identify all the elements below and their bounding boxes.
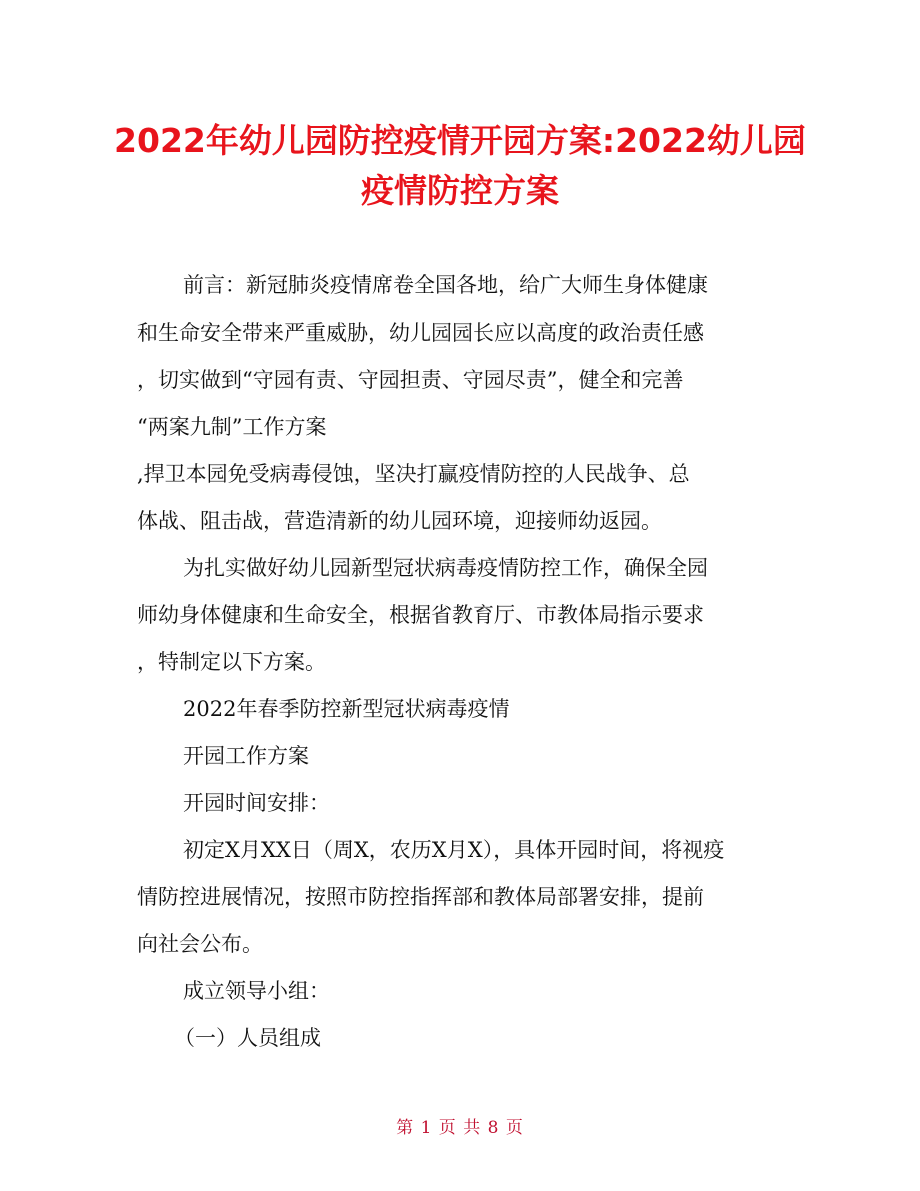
paragraph-line: 情防控进展情况，按照市防控指挥部和教体局部署安排，提前 — [137, 885, 704, 909]
paragraph-line: 为扎实做好幼儿园新型冠状病毒疫情防控工作，确保全园 — [183, 556, 708, 580]
paragraph-line: 开园工作方案 — [183, 744, 309, 768]
title-line-1: 2022年幼儿园防控疫情开园方案:2022幼儿园 — [114, 121, 806, 160]
paragraph-line: ，切实做到“守园有责、守园担责、守园尽责”，健全和完善 — [137, 368, 684, 392]
paragraph-line: ,捍卫本园免受病毒侵蚀，坚决打赢疫情防控的人民战争、总 — [137, 462, 690, 486]
paragraph-line: 成立领导小组： — [183, 979, 330, 1003]
paragraph-line: 2022年春季防控新型冠状病毒疫情 — [183, 697, 510, 721]
paragraph-line: （一）人员组成 — [174, 1026, 321, 1050]
paragraph-line: 初定X月XX日（周X，农历X月X），具体开园时间，将视疫 — [183, 838, 725, 862]
document-title — [110, 116, 810, 216]
paragraph-line: 体战、阻击战，营造清新的幼儿园环境，迎接师幼返园。 — [137, 509, 662, 533]
paragraph-line: ，特制定以下方案。 — [137, 650, 326, 674]
paragraph-line: 开园时间安排： — [183, 791, 330, 815]
paragraph-line: 师幼身体健康和生命安全，根据省教育厅、市教体局指示要求 — [137, 603, 704, 627]
paragraph-line: 和生命安全带来严重威胁，幼儿园园长应以高度的政治责任感 — [137, 321, 704, 345]
page-footer: 第 1 页 共 8 页 — [396, 1118, 524, 1138]
paragraph-line: 前言：新冠肺炎疫情席卷全国各地，给广大师生身体健康 — [183, 273, 708, 297]
paragraph-line: 向社会公布。 — [137, 932, 263, 956]
paragraph-line: “两案九制”工作方案 — [137, 415, 327, 439]
title-line-2: 疫情防控方案 — [361, 171, 559, 210]
